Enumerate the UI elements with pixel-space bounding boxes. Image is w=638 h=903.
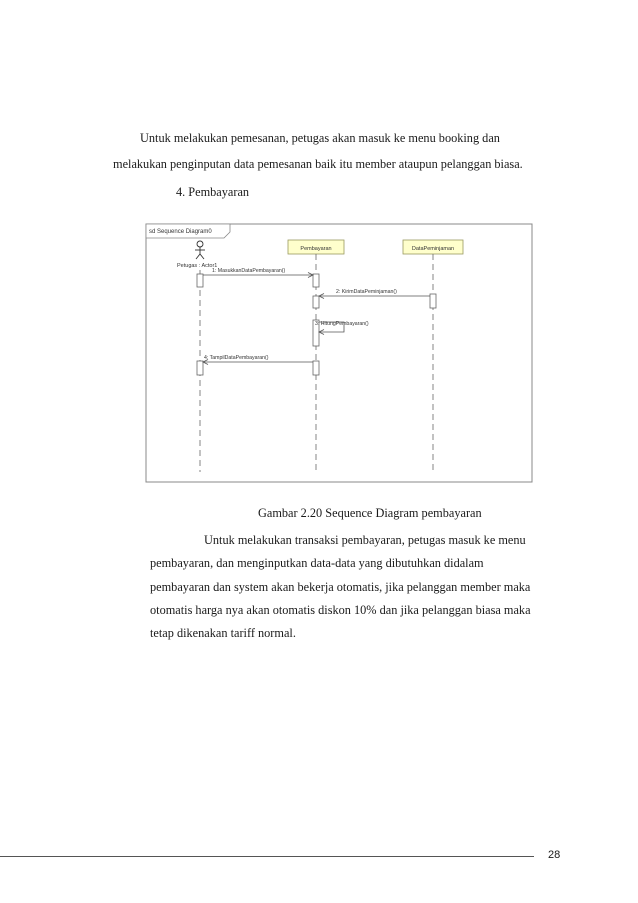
message-2-label: 2: KirimDataPeminjaman() — [336, 289, 397, 295]
paragraph-2-line-2: pembayaran, dan menginputkan data-data yang dibutuhkan didalam — [150, 556, 484, 570]
paragraph-2-line-1: Untuk melakukan transaksi pembayaran, petugas masuk ke menu — [204, 533, 526, 547]
sequence-diagram — [144, 222, 534, 484]
activation-bar — [313, 296, 319, 308]
footer-rule — [0, 856, 534, 857]
paragraph-2-line-4: otomatis harga nya akan otomatis diskon 10% dan jika pelanggan biasa maka — [150, 603, 531, 617]
actor-label: Petugas : Actor1 — [177, 263, 218, 269]
figure-caption: Gambar 2.20 Sequence Diagram pembayaran — [258, 506, 482, 520]
paragraph-2-line-5: tetap dikenakan tariff normal. — [150, 626, 296, 640]
activation-bar — [313, 274, 319, 287]
message-4-label: 4: TampilDataPembayaran() — [204, 355, 269, 361]
activation-bar — [197, 274, 203, 287]
message-3-label: 3: HitungPembayaran() — [315, 321, 369, 327]
activation-bar — [313, 361, 319, 375]
activation-bar — [430, 294, 436, 308]
list-item-pembayaran: 4. Pembayaran — [176, 185, 250, 199]
page-number: 28 — [548, 849, 561, 861]
paragraph-1-line-1: Untuk melakukan pemesanan, petugas akan masuk ke menu booking dan — [140, 131, 500, 145]
paragraph-2-line-3: pembayaran dan system akan bekerja otomatis, jika pelanggan member maka — [150, 580, 531, 594]
frame-label: sd Sequence Diagram0 — [149, 229, 212, 235]
message-1-label: 1: MasukkanDataPembayaran() — [212, 268, 286, 274]
activation-bar — [197, 361, 203, 375]
paragraph-1-line-2: melakukan penginputan data pemesanan baik itu member ataupun pelanggan biasa. — [113, 157, 523, 171]
lifeline-pembayaran-label: Pembayaran — [300, 246, 332, 252]
lifeline-datapeminjaman-label: DataPeminjaman — [411, 246, 455, 252]
